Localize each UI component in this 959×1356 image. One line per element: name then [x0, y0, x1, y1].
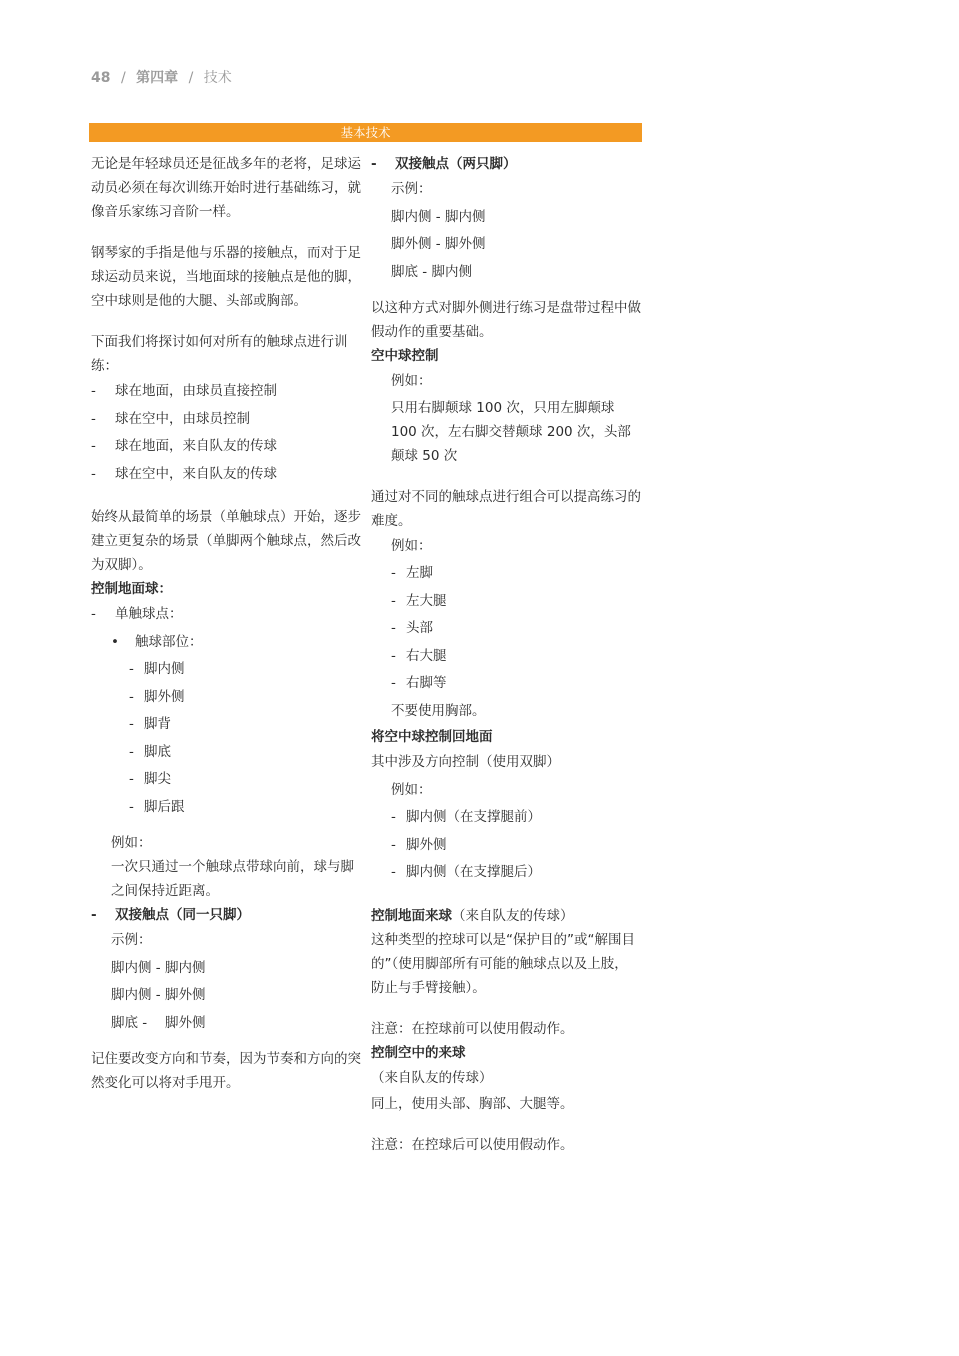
example-label: 例如：: [391, 537, 432, 554]
list-item-text: 右大腿: [406, 647, 447, 664]
section-title: 技术: [203, 70, 232, 86]
sample-label: 示例：: [391, 181, 432, 197]
list-item: [391, 804, 641, 832]
dash-marker: -: [91, 606, 96, 622]
example-label: 例如：: [391, 373, 432, 389]
dash-marker: -: [391, 592, 396, 609]
dash-marker: -: [91, 438, 96, 454]
double-both-feet-heading: [371, 152, 641, 176]
list-item: [391, 859, 641, 887]
list-item-text: 脚后跟: [144, 798, 185, 815]
air-example-text: 只用右脚颠球 100 次，只用左脚颠球 100 次，左右脚交替颠球 200 次，头部颠球 50 次: [391, 399, 631, 464]
example-label: 例如：: [391, 781, 432, 798]
list-item-text: 左脚: [406, 565, 433, 581]
list-item: [129, 766, 365, 794]
same-foot-examples: [91, 927, 365, 1037]
list-item: [129, 711, 365, 739]
list-item-text: 头部: [406, 620, 433, 636]
list-item: [129, 656, 365, 684]
combo-examples: [371, 533, 641, 726]
dash-marker: -: [391, 675, 396, 691]
left-column: [91, 152, 365, 1095]
dash-marker: -: [129, 771, 134, 787]
air-pass-text: 同上，使用头部、胸部、大腿等。: [371, 1096, 574, 1112]
contact-parts-list: [91, 656, 365, 821]
list-item: [391, 670, 641, 698]
dash-marker: -: [391, 836, 396, 853]
closing-paragraph: 记住要改变方向和节奏，因为节奏和方向的突然变化可以将对手甩开。: [91, 1051, 361, 1091]
dash-marker: -: [371, 156, 377, 172]
single-point-item: [91, 601, 365, 629]
dash-marker: -: [391, 864, 396, 880]
dash-marker: -: [391, 809, 396, 825]
ground-pass-text: 这种类型的控球可以是“保护目的”或“解围目的”（使用脚部所有可能的触球点以及上肢，防止与手臂接触）。: [371, 931, 635, 996]
list-item-text: 脚内侧（在支撑腿后）: [406, 864, 541, 880]
list-item-text: 脚内侧（在支撑腿前）: [406, 809, 541, 825]
list-item-text: 球在地面，来自队友的传球: [115, 438, 277, 454]
list-item: [129, 739, 365, 767]
list-item: [129, 794, 365, 822]
list-item: 脚内侧 - 脚外侧: [111, 987, 206, 1003]
air-pass-heading: 控制空中的来球: [371, 1044, 466, 1061]
double-same-foot-heading: [91, 903, 365, 927]
dash-marker: -: [129, 661, 134, 677]
intro-paragraph-2: 钢琴家的手指是他与乐器的接触点，而对于足球运动员来说，当地面球的接触点是他的脚，空中球则是他的大腿、头部或胸部。: [91, 245, 361, 309]
ground-pass-subheading: （来自队友的传球）: [452, 907, 574, 924]
air-to-ground-text: 其中涉及方向控制（使用双脚）: [371, 754, 560, 770]
list-item: [129, 684, 365, 712]
dash-marker: -: [129, 688, 134, 705]
list-item-text: 脚背: [144, 716, 171, 732]
air-to-ground-examples: [371, 777, 641, 887]
list-item: 脚外侧 - 脚外侧: [391, 236, 486, 252]
contact-parts-label: 触球部位：: [135, 633, 203, 650]
ground-control-heading: 控制地面球：: [91, 581, 172, 597]
dash-marker: -: [129, 798, 134, 815]
outside-practice-paragraph: 以这种方式对脚外侧进行练习是盘带过程中做假动作的重要基础。: [371, 300, 641, 340]
dash-marker: -: [391, 647, 396, 664]
intro-paragraph-3: 下面我们将探讨如何对所有的触球点进行训练：: [91, 334, 348, 374]
note-after: 注意：在控球后可以使用假动作。: [371, 1137, 574, 1153]
contact-parts-item: [91, 629, 365, 657]
list-item-text: 球在地面，由球员直接控制: [115, 383, 277, 399]
sample-label: 示例：: [111, 932, 152, 948]
list-item: [91, 461, 365, 489]
list-item-text: 右脚等: [406, 675, 447, 691]
ground-pass-heading: 控制地面来球: [371, 907, 452, 924]
example-text: 一次只通过一个触球点带球向前，球与脚之间保持近距离。: [111, 859, 354, 899]
list-item: [391, 560, 641, 588]
list-item: [91, 378, 365, 406]
list-item: [391, 643, 641, 671]
list-item: 脚内侧 - 脚内侧: [391, 208, 486, 225]
ground-pass-heading-line: [371, 904, 641, 928]
dash-marker: -: [391, 565, 396, 581]
list-item-text: 脚底: [144, 743, 171, 760]
single-point-label: 单触球点：: [115, 606, 183, 622]
list-item-text: 脚内侧: [144, 661, 185, 677]
dash-marker: -: [129, 716, 134, 732]
air-to-ground-heading: 将空中球控制回地面: [371, 729, 493, 745]
no-chest-note: 不要使用胸部。: [391, 702, 486, 719]
dash-marker: -: [91, 907, 97, 923]
dash-marker: -: [91, 410, 96, 427]
list-item: 脚底 - 脚外侧: [111, 1014, 206, 1031]
list-item-text: 脚外侧: [144, 688, 185, 705]
list-item: [91, 406, 365, 434]
double-same-foot-label: 双接触点（同一只脚）: [115, 907, 250, 923]
note-before: 注意：在控球前可以使用假动作。: [371, 1020, 574, 1037]
air-control-heading: 空中球控制: [371, 348, 439, 364]
training-scenario-list: [91, 378, 365, 488]
list-item: 脚底 - 脚内侧: [391, 263, 472, 280]
combine-paragraph: 通过对不同的触球点进行组合可以提高练习的难度。: [371, 488, 641, 529]
list-item-text: 球在空中，来自队友的传球: [115, 465, 277, 482]
right-column: [371, 152, 641, 1157]
dash-marker: -: [129, 743, 134, 760]
list-item: [391, 588, 641, 616]
list-item: 脚内侧 - 脚内侧: [111, 959, 206, 976]
both-feet-examples: [371, 176, 641, 286]
list-item-text: 脚尖: [144, 771, 171, 787]
dash-marker: -: [391, 620, 396, 636]
list-item-text: 脚外侧: [406, 836, 447, 853]
intro-paragraph-1: 无论是年轻球员还是征战多年的老将，足球运动员必须在每次训练开始时进行基础练习，就像音乐家练习音阶一样。: [91, 156, 361, 220]
chapter-title: 第四章: [136, 70, 179, 86]
dash-marker: -: [91, 383, 96, 399]
example-label: 例如：: [111, 835, 152, 851]
section-banner: 基本技术: [89, 123, 642, 142]
intro-paragraph-4: 始终从最简单的场景（单触球点）开始，逐步建立更复杂的场景（单脚两个触球点，然后改为双脚）。: [91, 509, 361, 573]
double-both-feet-label: 双接触点（两只脚）: [395, 156, 517, 172]
page-number: 48: [91, 70, 111, 86]
header-separator: /: [120, 70, 126, 86]
air-pass-subheading: （来自队友的传球）: [371, 1069, 493, 1086]
list-item: [391, 832, 641, 860]
list-item-text: 左大腿: [406, 592, 447, 609]
list-item: [91, 433, 365, 461]
bullet-marker: •: [111, 633, 119, 650]
running-header: [91, 67, 232, 87]
header-separator: /: [188, 70, 194, 86]
dash-marker: -: [91, 465, 96, 482]
list-item-text: 球在空中，由球员控制: [115, 410, 250, 427]
list-item: [391, 615, 641, 643]
